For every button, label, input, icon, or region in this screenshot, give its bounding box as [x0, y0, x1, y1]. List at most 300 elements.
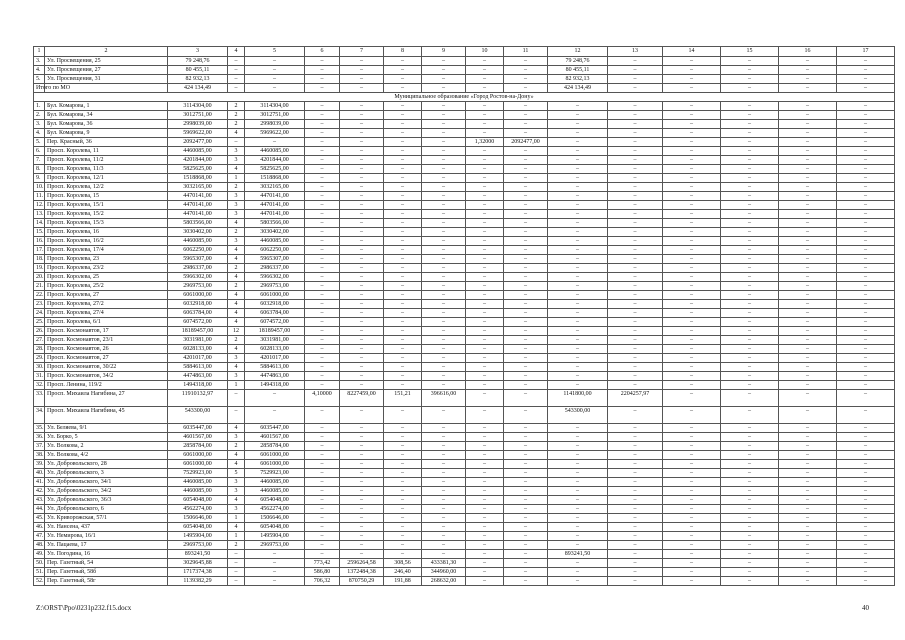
table-cell: 4470141,00: [168, 192, 228, 201]
table-cell: –: [466, 327, 504, 336]
table-cell: –: [779, 407, 837, 424]
table-cell: 5884613,00: [168, 363, 228, 372]
table-cell: 15: [721, 47, 779, 57]
table-cell: –: [340, 550, 384, 559]
table-cell: –: [779, 496, 837, 505]
table-cell: –: [721, 372, 779, 381]
table-cell: –: [721, 66, 779, 75]
table-cell: Ул. Немирова, 16/1: [45, 532, 168, 541]
table-cell: –: [779, 183, 837, 192]
table-cell: –: [837, 273, 895, 282]
section-row: [34, 93, 895, 102]
table-cell: –: [779, 442, 837, 451]
table-cell: 870750,29: [340, 577, 384, 586]
table-cell: 7529923,00: [245, 469, 305, 478]
table-cell: –: [504, 183, 548, 192]
table-cell: –: [466, 201, 504, 210]
table-cell: 1506646,00: [245, 514, 305, 523]
table-cell: –: [721, 469, 779, 478]
table-cell: –: [663, 363, 721, 372]
table-row: [34, 273, 895, 282]
table-cell: 308,56: [384, 559, 422, 568]
table-cell: –: [305, 407, 340, 424]
table-row: [34, 460, 895, 469]
table-cell: 4: [228, 219, 245, 228]
table-cell: –: [384, 237, 422, 246]
table-cell: –: [837, 550, 895, 559]
table-cell: –: [340, 264, 384, 273]
table-row: [34, 309, 895, 318]
table-cell: 3: [228, 487, 245, 496]
table-cell: –: [384, 201, 422, 210]
table-row: [34, 237, 895, 246]
table-cell: –: [779, 255, 837, 264]
table-cell: Просп. Космонавтов, 17: [45, 327, 168, 336]
table-cell: 2: [228, 282, 245, 291]
table-cell: 3: [228, 478, 245, 487]
table-cell: –: [779, 264, 837, 273]
table-cell: 2858784,00: [245, 442, 305, 451]
table-cell: –: [779, 282, 837, 291]
table-cell: 3.: [34, 57, 45, 66]
table-cell: –: [548, 228, 608, 237]
table-cell: –: [504, 57, 548, 66]
table-cell: –: [340, 363, 384, 372]
table-cell: –: [548, 568, 608, 577]
table-cell: –: [837, 75, 895, 84]
table-cell: –: [504, 273, 548, 282]
table-cell: –: [548, 291, 608, 300]
table-cell: –: [228, 84, 245, 93]
table-cell: –: [504, 532, 548, 541]
table-cell: –: [422, 75, 466, 84]
table-cell: –: [837, 57, 895, 66]
table-row: [34, 478, 895, 487]
table-cell: 7: [340, 47, 384, 57]
table-cell: –: [466, 228, 504, 237]
table-cell: 4470141,00: [245, 201, 305, 210]
table-cell: 4.: [34, 129, 45, 138]
table-cell: –: [779, 568, 837, 577]
table-cell: –: [608, 147, 663, 156]
table-cell: 3: [228, 433, 245, 442]
table-cell: Ул. Беляева, 9/1: [45, 424, 168, 433]
table-cell: –: [228, 390, 245, 407]
table-cell: –: [663, 390, 721, 407]
table-cell: Ул. Нансена, 437: [45, 523, 168, 532]
table-cell: 6061000,00: [168, 451, 228, 460]
table-row: [34, 219, 895, 228]
table-cell: –: [837, 336, 895, 345]
table-cell: –: [340, 532, 384, 541]
table-cell: –: [384, 264, 422, 273]
table-cell: –: [779, 469, 837, 478]
table-cell: –: [466, 487, 504, 496]
table-cell: –: [608, 174, 663, 183]
table-cell: –: [422, 363, 466, 372]
table-cell: –: [779, 541, 837, 550]
table-cell: –: [340, 192, 384, 201]
table-cell: –: [837, 496, 895, 505]
table-cell: Просп. Королева, 12/2: [45, 183, 168, 192]
table-cell: –: [779, 532, 837, 541]
table-cell: Бул. Комарова, 34: [45, 111, 168, 120]
table-cell: 1495904,00: [168, 532, 228, 541]
table-cell: –: [779, 57, 837, 66]
table-cell: Просп. Королева, 27/2: [45, 300, 168, 309]
table-header-row: [34, 47, 895, 57]
table-cell: –: [466, 345, 504, 354]
table-cell: –: [721, 514, 779, 523]
table-cell: 6063784,00: [245, 309, 305, 318]
table-cell: –: [721, 478, 779, 487]
table-cell: –: [340, 478, 384, 487]
table-cell: –: [721, 318, 779, 327]
table-cell: –: [340, 460, 384, 469]
table-cell: –: [837, 156, 895, 165]
table-cell: –: [663, 407, 721, 424]
table-cell: 2092477,00: [504, 138, 548, 147]
table-cell: 34.: [34, 407, 45, 424]
table-cell: 6061000,00: [168, 291, 228, 300]
table-cell: –: [384, 57, 422, 66]
table-cell: –: [384, 111, 422, 120]
table-cell: –: [504, 75, 548, 84]
table-cell: –: [548, 282, 608, 291]
table-cell: –: [466, 111, 504, 120]
table-cell: –: [663, 451, 721, 460]
table-cell: –: [608, 156, 663, 165]
table-cell: 2986337,00: [245, 264, 305, 273]
table-cell: 35.: [34, 424, 45, 433]
table-cell: 5965307,00: [245, 255, 305, 264]
table-cell: 18189457,00: [168, 327, 228, 336]
table-cell: –: [837, 372, 895, 381]
table-cell: –: [504, 568, 548, 577]
table-cell: 4474863,00: [168, 372, 228, 381]
table-cell: 2204257,97: [608, 390, 663, 407]
table-cell: 3012751,00: [168, 111, 228, 120]
table-cell: –: [548, 577, 608, 586]
table-cell: 80 455,11: [548, 66, 608, 75]
table-cell: –: [548, 442, 608, 451]
table-cell: –: [608, 577, 663, 586]
table-cell: 12.: [34, 201, 45, 210]
table-cell: 6028133,00: [168, 345, 228, 354]
table-cell: –: [422, 442, 466, 451]
table-cell: –: [779, 84, 837, 93]
table-cell: Ул. Погодина, 16: [45, 550, 168, 559]
table-cell: 82 932,13: [168, 75, 228, 84]
table-cell: –: [340, 210, 384, 219]
section-title: Муниципальное образование «Город Ростов-на-Дону»: [34, 93, 895, 102]
table-cell: –: [663, 192, 721, 201]
table-body: [34, 47, 895, 586]
table-cell: –: [608, 478, 663, 487]
table-cell: –: [504, 577, 548, 586]
table-cell: Ул. Просвещения, 31: [45, 75, 168, 84]
table-cell: –: [608, 75, 663, 84]
table-cell: –: [721, 568, 779, 577]
table-cell: 8.: [34, 165, 45, 174]
table-cell: Просп. Королева, 15/3: [45, 219, 168, 228]
table-cell: –: [779, 478, 837, 487]
table-cell: –: [466, 219, 504, 228]
table-cell: 4: [228, 255, 245, 264]
table-cell: –: [779, 363, 837, 372]
table-cell: –: [384, 372, 422, 381]
table-cell: –: [608, 264, 663, 273]
table-cell: –: [721, 442, 779, 451]
table-cell: 4: [228, 345, 245, 354]
table-cell: –: [721, 255, 779, 264]
table-cell: –: [340, 496, 384, 505]
table-cell: –: [548, 264, 608, 273]
table-cell: 6062250,00: [245, 246, 305, 255]
table-cell: –: [779, 147, 837, 156]
table-cell: –: [422, 345, 466, 354]
table-cell: –: [779, 451, 837, 460]
table-cell: –: [548, 219, 608, 228]
table-cell: 4: [228, 363, 245, 372]
table-cell: –: [548, 478, 608, 487]
table-cell: –: [245, 138, 305, 147]
table-row: [34, 577, 895, 586]
table-cell: –: [422, 505, 466, 514]
table-cell: –: [340, 156, 384, 165]
table-cell: 2: [228, 102, 245, 111]
table-cell: 3: [228, 505, 245, 514]
table-cell: –: [504, 469, 548, 478]
table-cell: –: [721, 381, 779, 390]
table-cell: –: [608, 407, 663, 424]
table-cell: –: [663, 577, 721, 586]
table-cell: –: [837, 318, 895, 327]
table-cell: 3: [228, 354, 245, 363]
table-cell: –: [663, 129, 721, 138]
table-cell: –: [663, 75, 721, 84]
table-cell: 2: [45, 47, 168, 57]
table-cell: –: [422, 460, 466, 469]
table-cell: –: [305, 496, 340, 505]
table-cell: –: [466, 246, 504, 255]
table-cell: –: [305, 138, 340, 147]
table-cell: –: [548, 318, 608, 327]
table-cell: –: [663, 345, 721, 354]
table-cell: –: [721, 273, 779, 282]
table-cell: 44.: [34, 505, 45, 514]
table-cell: –: [504, 381, 548, 390]
table-cell: –: [548, 102, 608, 111]
table-cell: –: [663, 282, 721, 291]
table-cell: –: [340, 129, 384, 138]
table-cell: –: [504, 541, 548, 550]
table-cell: –: [779, 102, 837, 111]
table-cell: –: [663, 300, 721, 309]
table-cell: 19.: [34, 264, 45, 273]
table-cell: –: [305, 219, 340, 228]
table-cell: –: [548, 354, 608, 363]
table-cell: 893241,50: [548, 550, 608, 559]
table-cell: –: [384, 460, 422, 469]
table-cell: 4562274,00: [245, 505, 305, 514]
table-cell: –: [837, 469, 895, 478]
table-cell: –: [548, 505, 608, 514]
table-cell: –: [384, 469, 422, 478]
table-cell: Просп. Королева, 15/1: [45, 201, 168, 210]
table-cell: 4.: [34, 66, 45, 75]
table-row: [34, 192, 895, 201]
table-cell: Просп. Королева, 15/2: [45, 210, 168, 219]
table-cell: –: [608, 111, 663, 120]
table-cell: 9: [422, 47, 466, 57]
table-cell: 1518868,00: [168, 174, 228, 183]
table-cell: 1: [228, 514, 245, 523]
table-cell: –: [228, 75, 245, 84]
table-cell: –: [721, 264, 779, 273]
table-cell: –: [504, 336, 548, 345]
table-cell: –: [837, 120, 895, 129]
table-cell: –: [422, 111, 466, 120]
table-cell: –: [548, 523, 608, 532]
table-cell: –: [384, 291, 422, 300]
table-cell: –: [663, 156, 721, 165]
table-cell: –: [340, 282, 384, 291]
table-cell: –: [608, 487, 663, 496]
table-cell: –: [504, 264, 548, 273]
table-cell: –: [305, 102, 340, 111]
table-cell: –: [340, 442, 384, 451]
table-cell: –: [779, 327, 837, 336]
table-cell: Просп. Ленина, 119/2: [45, 381, 168, 390]
table-cell: –: [837, 559, 895, 568]
table-cell: 424 134,49: [548, 84, 608, 93]
table-cell: 2969753,00: [245, 282, 305, 291]
table-cell: –: [228, 407, 245, 424]
table-cell: –: [504, 66, 548, 75]
table-cell: –: [305, 550, 340, 559]
table-cell: Бул. Комарова, 9: [45, 129, 168, 138]
table-cell: –: [504, 505, 548, 514]
table-cell: –: [305, 192, 340, 201]
table-cell: 4460085,00: [245, 147, 305, 156]
table-cell: 4470141,00: [168, 201, 228, 210]
table-cell: –: [608, 273, 663, 282]
table-cell: 16.: [34, 237, 45, 246]
table-cell: –: [384, 407, 422, 424]
table-cell: –: [384, 424, 422, 433]
table-cell: –: [608, 300, 663, 309]
table-cell: 3029645,88: [168, 559, 228, 568]
table-cell: Просп. Королева, 15: [45, 192, 168, 201]
table-cell: –: [466, 559, 504, 568]
table-cell: –: [608, 372, 663, 381]
table-cell: 3114304,00: [245, 102, 305, 111]
table-cell: 2858784,00: [168, 442, 228, 451]
table-cell: –: [663, 111, 721, 120]
table-cell: –: [384, 192, 422, 201]
table-cell: –: [548, 174, 608, 183]
table-cell: 2: [228, 541, 245, 550]
table-cell: –: [466, 129, 504, 138]
table-cell: –: [504, 354, 548, 363]
table-cell: –: [422, 291, 466, 300]
table-cell: –: [466, 568, 504, 577]
table-cell: –: [779, 424, 837, 433]
table-cell: –: [422, 487, 466, 496]
table-cell: –: [340, 451, 384, 460]
table-cell: 5803566,00: [168, 219, 228, 228]
table-row: [34, 390, 895, 407]
table-cell: –: [608, 523, 663, 532]
table-cell: 3030402,00: [168, 228, 228, 237]
page-number: 40: [862, 604, 869, 612]
table-cell: –: [466, 390, 504, 407]
table-cell: 4460085,00: [245, 237, 305, 246]
table-cell: –: [305, 433, 340, 442]
table-cell: –: [305, 84, 340, 93]
table-cell: –: [305, 156, 340, 165]
table-cell: –: [837, 219, 895, 228]
table-cell: 5965307,00: [168, 255, 228, 264]
table-cell: 22.: [34, 291, 45, 300]
table-cell: 8227459,00: [340, 390, 384, 407]
table-cell: –: [305, 183, 340, 192]
table-cell: –: [837, 514, 895, 523]
table-cell: –: [504, 165, 548, 174]
table-cell: –: [466, 237, 504, 246]
table-cell: 6035447,00: [245, 424, 305, 433]
table-cell: –: [422, 102, 466, 111]
footer-file-path: Z:\ORST\Ppo\0231p232.f15.docx: [36, 604, 132, 612]
table-cell: 5.: [34, 138, 45, 147]
table-cell: 2: [228, 336, 245, 345]
table-cell: –: [305, 478, 340, 487]
table-cell: –: [384, 120, 422, 129]
table-cell: –: [663, 102, 721, 111]
table-cell: 6061000,00: [168, 460, 228, 469]
table-cell: Просп. Королева, 27/4: [45, 309, 168, 318]
table-cell: –: [779, 487, 837, 496]
table-cell: Итого по МО: [34, 84, 45, 93]
table-cell: –: [384, 363, 422, 372]
table-cell: Ул. Волкова, 2: [45, 442, 168, 451]
table-cell: –: [779, 372, 837, 381]
table-cell: –: [837, 291, 895, 300]
table-cell: –: [721, 183, 779, 192]
table-cell: 43.: [34, 496, 45, 505]
table-cell: –: [504, 460, 548, 469]
table-cell: –: [721, 165, 779, 174]
table-cell: Ул. Добровольского, 6: [45, 505, 168, 514]
table-cell: –: [548, 487, 608, 496]
table-cell: –: [837, 442, 895, 451]
table-cell: 45.: [34, 514, 45, 523]
table-cell: –: [340, 75, 384, 84]
table-cell: –: [663, 372, 721, 381]
table-cell: –: [837, 138, 895, 147]
table-cell: –: [305, 264, 340, 273]
table-cell: –: [663, 532, 721, 541]
table-cell: 42.: [34, 487, 45, 496]
table-cell: –: [466, 407, 504, 424]
table-cell: Ул. Волкова, 4/2: [45, 451, 168, 460]
table-cell: –: [305, 75, 340, 84]
table-cell: –: [245, 577, 305, 586]
table-row: [34, 201, 895, 210]
table-cell: –: [466, 460, 504, 469]
table-cell: –: [837, 129, 895, 138]
